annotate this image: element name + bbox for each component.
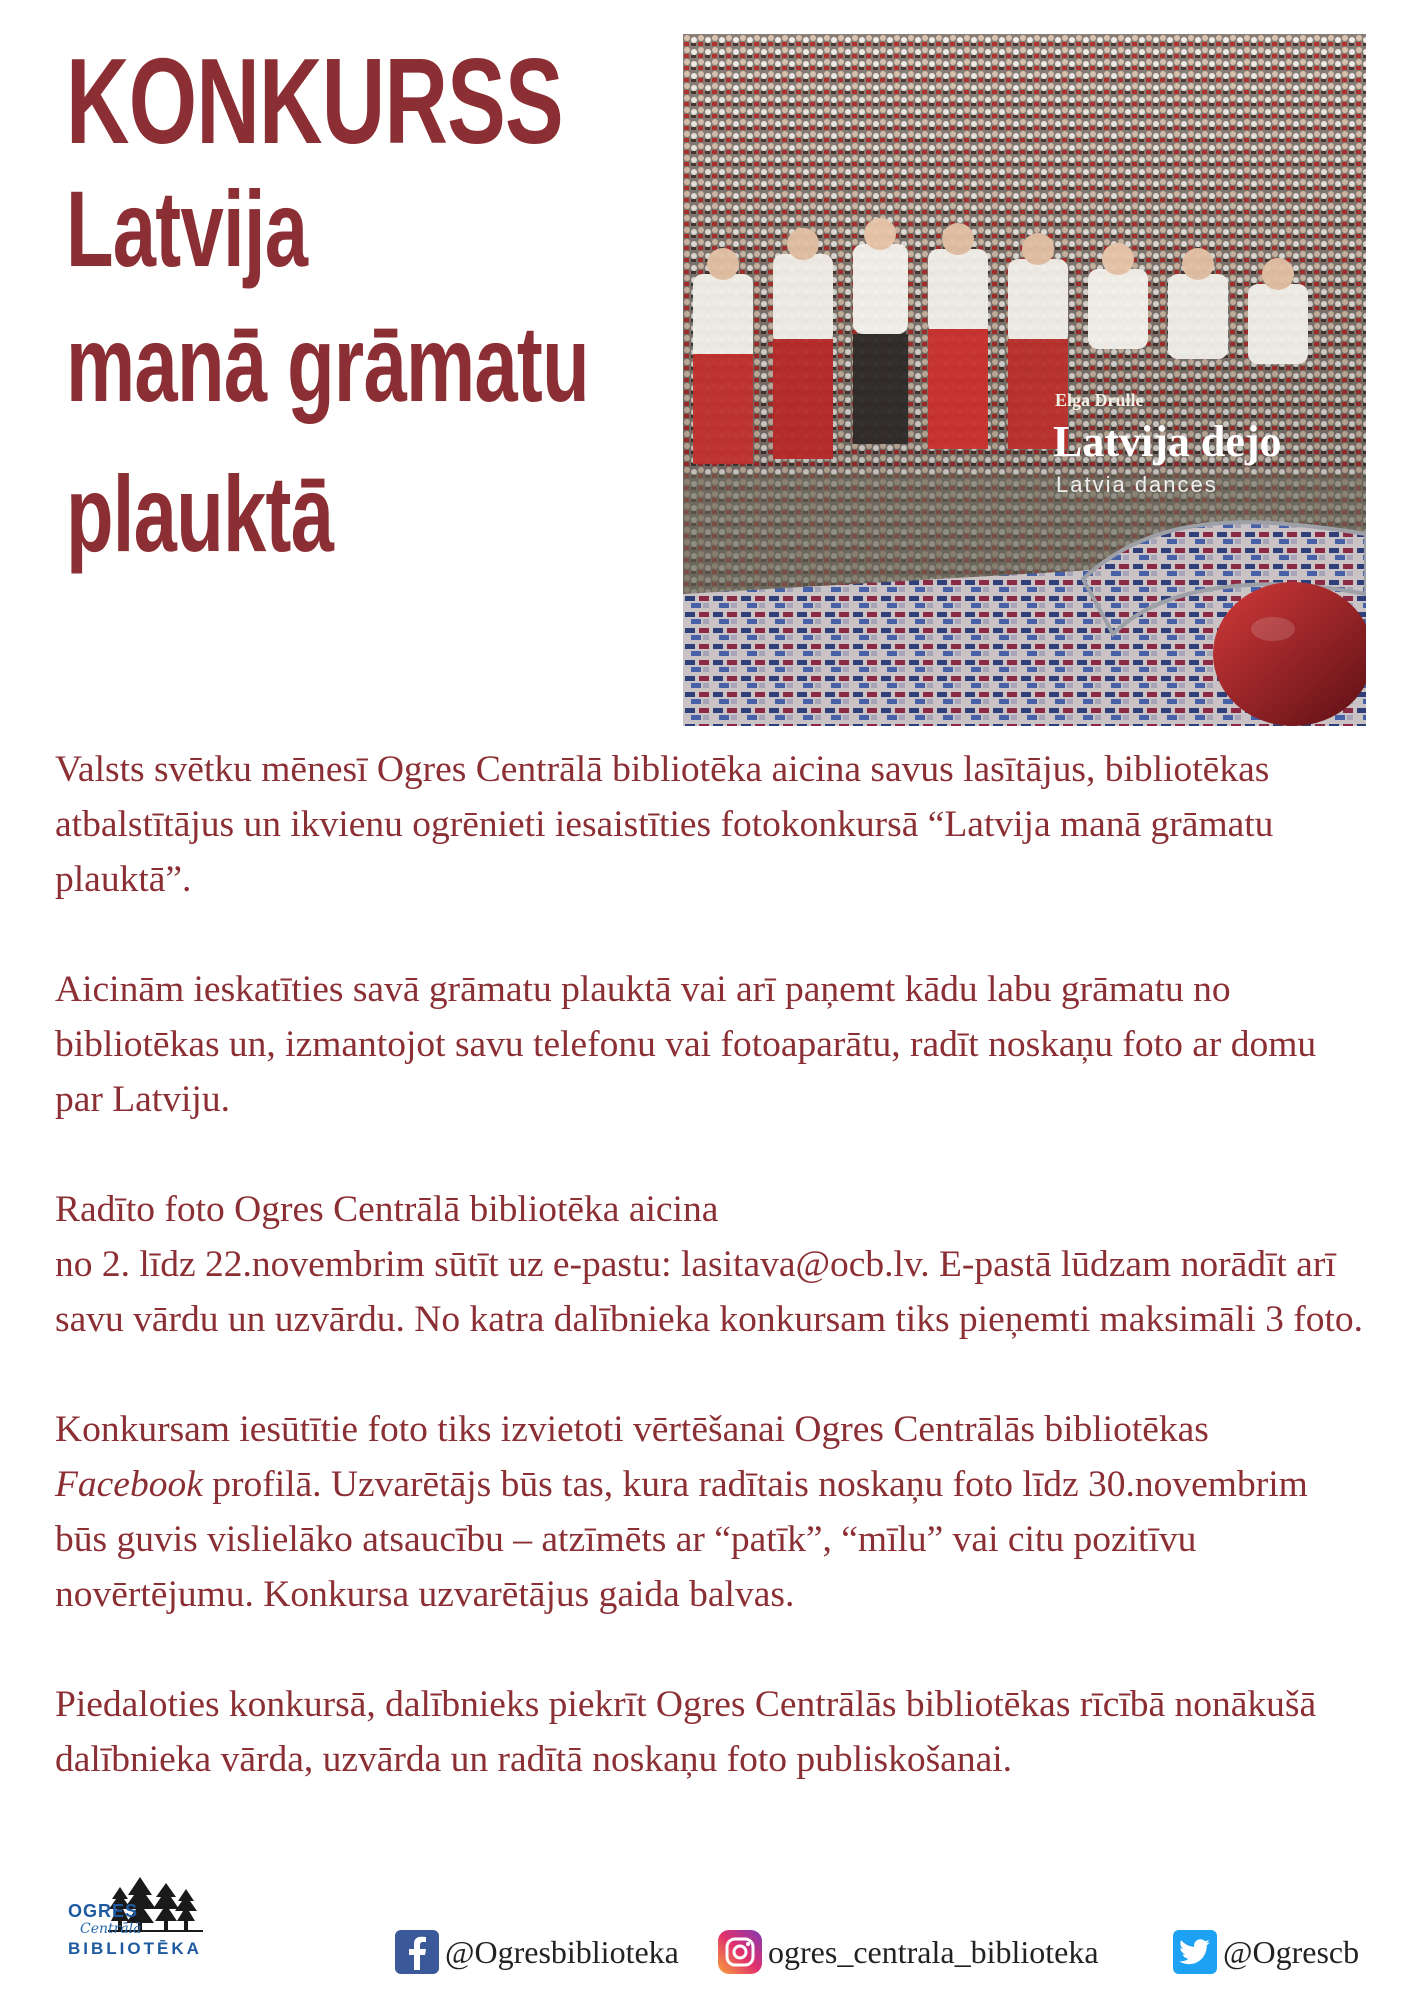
title-plaukta: plauktā: [66, 453, 334, 574]
contest-description: [55, 742, 1365, 1787]
instagram-link[interactable]: [718, 1930, 1099, 1974]
voting-text-b: profilā. Uzvarētājs būs tas, kura radītais noskaņu foto līdz 30.novembrim būs guvis vislielāko atsaucību – atzīmēts ar “patīk”, “mīlu” vai citu pozitīvu novērtējumu. Konkursa uzvarētājus gaida balvas.: [55, 1464, 1308, 1615]
paragraph-invitation: Aicinām ieskatīties savā grāmatu plauktā vai arī paņemt kādu labu grāmatu no bibliotēkas un, izmantojot savu telefonu vai fotoaparātu, radīt noskaņu foto ar domu par Latviju.: [55, 969, 1317, 1120]
logo-text-biblioteka: BIBLIOTĒKA: [68, 1939, 202, 1958]
paragraph-voting: [55, 1402, 1365, 1622]
submission-line-1: Radīto foto Ogres Centrālā bibliotēka aicina: [55, 1189, 719, 1230]
twitter-link[interactable]: [1173, 1930, 1359, 1974]
paragraph-consent: Piedaloties konkursā, dalībnieks piekrīt Ogres Centrālās bibliotēkas rīcībā nonākušā dalībnieka vārda, uzvārda un radītā noskaņu foto publiskošanai.: [55, 1684, 1317, 1780]
title-latvija: Latvija: [66, 168, 308, 289]
submission-line-2: no 2. līdz 22.novembrim sūtīt uz e-pastu: lasitava@ocb.lv. E-pastā lūdzam norādīt arī savu vārdu un uzvārdu. No katra dalībnieka konkursam tiks pieņemti maksimāli 3 foto.: [55, 1244, 1364, 1340]
instagram-handle: ogres_centrala_biblioteka: [768, 1933, 1099, 1970]
twitter-icon: [1173, 1930, 1217, 1974]
facebook-word: Facebook: [55, 1464, 203, 1505]
book-title: Latvija dejo: [1053, 417, 1282, 466]
facebook-link[interactable]: [395, 1930, 679, 1974]
book-photo: [683, 34, 1366, 726]
book-subtitle: Latvia dances: [1056, 472, 1218, 497]
paragraph-intro: Valsts svētku mēnesī Ogres Centrālā bibliotēka aicina savus lasītājus, bibliotēkas atbalstītājus un ikvienu ogrēnieti iesaistīties fotokonkursā “Latvija manā grāmatu plauktā”.: [55, 749, 1274, 900]
facebook-icon: [395, 1930, 439, 1974]
book-author: Elga Drulle: [1055, 390, 1144, 410]
title-konkurss: KONKURSS: [66, 33, 563, 169]
voting-text-a: Konkursam iesūtītie foto tiks izvietoti vērtēšanai Ogres Centrālās bibliotēkas: [55, 1409, 1209, 1450]
twitter-handle: @Ogrescb: [1223, 1933, 1360, 1970]
poster-title: [66, 33, 666, 610]
instagram-icon: [718, 1930, 762, 1974]
logo-text-ogres: OGRES: [68, 1901, 139, 1921]
title-mana-gramatu: manā grāmatu: [66, 303, 589, 424]
paragraph-submission: [55, 1182, 1365, 1347]
logo-text-centrala: Centrālā: [80, 1921, 142, 1937]
library-logo: [68, 1875, 208, 1980]
facebook-handle: @Ogresbiblioteka: [445, 1933, 679, 1970]
